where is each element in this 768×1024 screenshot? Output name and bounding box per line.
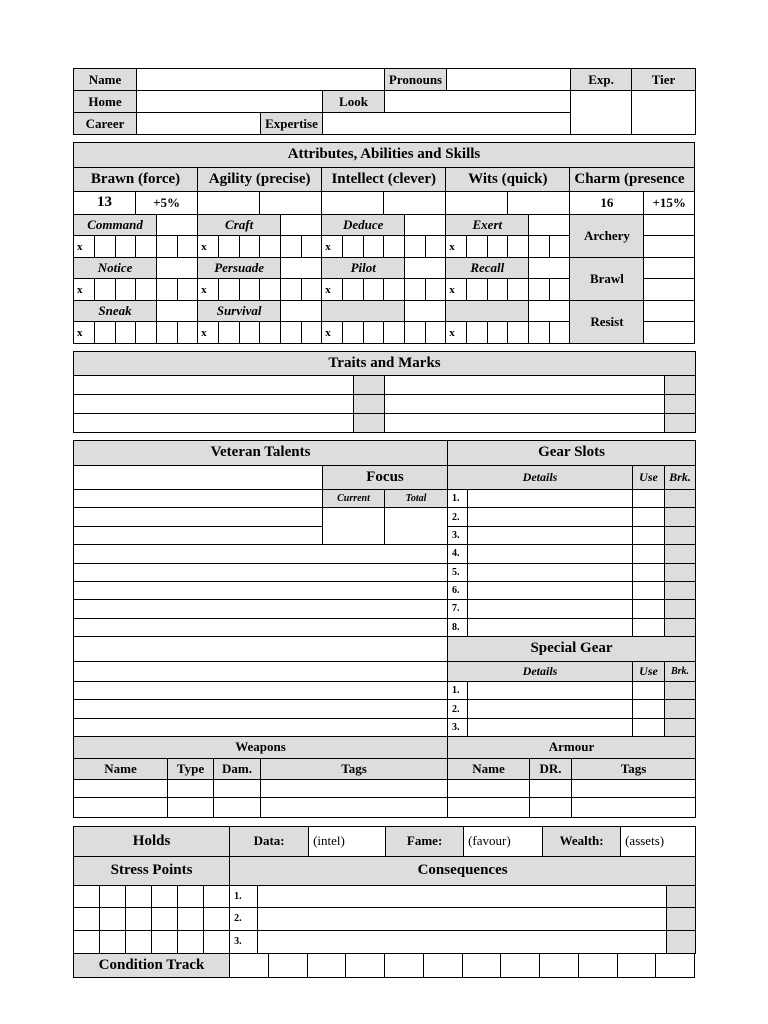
gear-slot-number: 2. (448, 508, 468, 526)
skill-box[interactable] (95, 236, 116, 258)
skill-box[interactable] (550, 279, 570, 301)
gear-slot-details[interactable] (468, 563, 633, 581)
gear-slot-use[interactable] (633, 508, 665, 526)
skill-notice-label: Notice (74, 257, 157, 279)
skill-box[interactable] (302, 236, 322, 258)
weapon-dam-field[interactable] (214, 780, 261, 798)
armour-name-header: Name (448, 758, 530, 779)
traits-section (73, 351, 695, 432)
skill-box[interactable] (116, 279, 136, 301)
gear-slot-details[interactable] (468, 581, 633, 599)
skill-mark[interactable]: x (198, 279, 219, 301)
identity-grid (73, 68, 695, 134)
skill-box[interactable] (426, 322, 446, 344)
skill-brawl-label: Brawl (570, 257, 644, 300)
skill-empty-label (446, 300, 529, 322)
condition-box[interactable] (462, 954, 501, 978)
skill-box[interactable] (281, 279, 302, 301)
special-slot-details[interactable] (468, 700, 633, 718)
gear-slot-details[interactable] (468, 490, 633, 508)
gear-slot-use[interactable] (633, 600, 665, 618)
trait-mark[interactable] (354, 414, 385, 433)
armour-name-field[interactable] (448, 780, 530, 798)
name-field[interactable] (137, 69, 385, 91)
skill-box[interactable] (426, 279, 446, 301)
skill-mark[interactable]: x (322, 279, 343, 301)
gear-slot-details[interactable] (468, 526, 633, 544)
expertise-label: Expertise (261, 113, 323, 135)
gear-slot-brk[interactable] (665, 490, 696, 508)
consequences-title: Consequences (230, 856, 696, 886)
exp-field[interactable] (571, 91, 632, 135)
intellect-value[interactable] (322, 192, 384, 215)
gear-slot-details[interactable] (468, 508, 633, 526)
consequence-field[interactable] (258, 930, 667, 953)
skill-box[interactable] (178, 279, 198, 301)
skill-box[interactable] (529, 322, 550, 344)
weapons-name-header: Name (74, 758, 168, 779)
skill-box[interactable] (384, 236, 405, 258)
focus-title: Focus (323, 465, 448, 490)
stress-box[interactable] (178, 886, 204, 908)
weapons-type-header: Type (168, 758, 214, 779)
skill-pilot-label: Pilot (322, 257, 405, 279)
skill-box[interactable] (219, 322, 240, 344)
skill-box[interactable] (302, 322, 322, 344)
consequence-number: 1. (230, 886, 258, 908)
trait-field[interactable] (385, 414, 665, 433)
stress-box[interactable] (74, 886, 100, 908)
home-field[interactable] (137, 91, 323, 113)
skill-mark[interactable]: x (74, 322, 95, 344)
weapon-type-field[interactable] (168, 798, 214, 818)
skill-resist-value[interactable] (644, 322, 695, 344)
skill-resist-rank[interactable] (644, 300, 695, 322)
armour-dr-header: DR. (530, 758, 572, 779)
skill-box[interactable] (302, 279, 322, 301)
brawn-modifier[interactable]: +5% (136, 192, 198, 215)
intellect-header: Intellect (clever) (322, 167, 446, 192)
talent-field[interactable] (74, 618, 448, 636)
traits-title: Traits and Marks (74, 352, 696, 376)
condition-track-title: Condition Track (74, 954, 230, 978)
special-slot-number: 1. (448, 681, 468, 699)
data-label: Data: (230, 827, 309, 857)
condition-box[interactable] (230, 954, 269, 978)
look-label: Look (323, 91, 385, 113)
armour-tags-field[interactable] (572, 798, 696, 818)
gear-slot-details[interactable] (468, 545, 633, 563)
focus-total-field[interactable] (385, 508, 448, 545)
skill-box[interactable] (116, 236, 136, 258)
skill-box[interactable] (343, 236, 364, 258)
armour-tags-field[interactable] (572, 780, 696, 798)
skill-box[interactable] (95, 322, 116, 344)
consequence-number: 3. (230, 930, 258, 953)
condition-box[interactable] (346, 954, 385, 978)
special-slot-details[interactable] (468, 718, 633, 736)
skill-box[interactable] (467, 279, 488, 301)
agility-header: Agility (precise) (198, 167, 322, 192)
fame-field[interactable]: (favour) (464, 827, 543, 857)
expertise-field[interactable] (323, 113, 571, 135)
gear-slot-brk[interactable] (665, 563, 696, 581)
stress-box[interactable] (178, 930, 204, 953)
talent-field[interactable] (74, 600, 448, 618)
skill-brawl-value[interactable] (644, 279, 695, 301)
weapon-name-field[interactable] (74, 798, 168, 818)
gear-slot-number: 5. (448, 563, 468, 581)
weapons-title: Weapons (74, 737, 448, 758)
skill-box[interactable] (136, 236, 157, 258)
skill-box[interactable] (550, 236, 570, 258)
special-slot-use[interactable] (633, 718, 665, 736)
skill-box[interactable] (157, 279, 178, 301)
skill-box[interactable] (508, 322, 529, 344)
skill-box[interactable] (488, 279, 508, 301)
gear-slot-number: 6. (448, 581, 468, 599)
stress-box[interactable] (126, 886, 152, 908)
skill-craft-label: Craft (198, 214, 281, 236)
skill-box[interactable] (219, 279, 240, 301)
skill-command-label: Command (74, 214, 157, 236)
weapon-tags-field[interactable] (261, 798, 448, 818)
stress-box[interactable] (100, 886, 126, 908)
skill-box[interactable] (488, 236, 508, 258)
talents-gear-section (73, 440, 695, 818)
skill-survival-label: Survival (198, 300, 281, 322)
special-slot-number: 2. (448, 700, 468, 718)
skill-empty-label (322, 300, 405, 322)
tier-field[interactable] (632, 91, 696, 135)
skill-box[interactable] (281, 236, 302, 258)
trait-field[interactable] (385, 376, 665, 395)
talent-field[interactable] (74, 661, 448, 681)
skill-recall-label: Recall (446, 257, 529, 279)
gear-slot-brk[interactable] (665, 618, 696, 636)
condition-box[interactable] (307, 954, 346, 978)
consequence-field[interactable] (258, 886, 667, 908)
condition-box[interactable] (385, 954, 424, 978)
gear-slot-use[interactable] (633, 526, 665, 544)
wealth-field[interactable]: (assets) (621, 827, 696, 857)
armour-name-field[interactable] (448, 798, 530, 818)
gear-slots-title: Gear Slots (448, 441, 696, 466)
wits-header: Wits (quick) (446, 167, 570, 192)
gear-details-header: Details (448, 465, 633, 490)
stress-box[interactable] (204, 886, 230, 908)
skill-craft-rank[interactable] (281, 214, 322, 236)
skill-box[interactable] (343, 279, 364, 301)
weapon-type-field[interactable] (168, 780, 214, 798)
agility-modifier[interactable] (260, 192, 322, 215)
consequence-mark[interactable] (667, 886, 696, 908)
attributes-section (73, 142, 695, 344)
skill-notice-rank[interactable] (157, 257, 198, 279)
skill-box[interactable] (426, 236, 446, 258)
skill-box[interactable] (157, 236, 178, 258)
special-gear-title: Special Gear (448, 637, 696, 662)
skill-mark[interactable]: x (74, 236, 95, 258)
condition-box[interactable] (501, 954, 540, 978)
skill-box[interactable] (467, 236, 488, 258)
trait-mark[interactable] (354, 395, 385, 414)
condition-box[interactable] (268, 954, 307, 978)
skill-box[interactable] (260, 236, 281, 258)
skill-deduce-rank[interactable] (405, 214, 446, 236)
armour-tags-header: Tags (572, 758, 696, 779)
skill-box[interactable] (488, 322, 508, 344)
gear-slot-details[interactable] (468, 618, 633, 636)
armour-dr-field[interactable] (530, 798, 572, 818)
gear-use-header: Use (633, 465, 665, 490)
skill-box[interactable] (550, 322, 570, 344)
trait-field[interactable] (385, 395, 665, 414)
talent-field[interactable] (74, 681, 448, 699)
skill-box[interactable] (281, 322, 302, 344)
stress-box[interactable] (100, 908, 126, 930)
name-label: Name (74, 69, 137, 91)
gear-slot-brk[interactable] (665, 526, 696, 544)
skill-box[interactable] (364, 236, 384, 258)
skill-box[interactable] (508, 236, 529, 258)
stress-box[interactable] (74, 930, 100, 953)
skill-sneak-label: Sneak (74, 300, 157, 322)
weapons-dam-header: Dam. (214, 758, 261, 779)
talent-field[interactable] (74, 563, 448, 581)
skill-archery-rank[interactable] (644, 214, 695, 236)
intellect-modifier[interactable] (384, 192, 446, 215)
skill-persuade-label: Persuade (198, 257, 281, 279)
skill-box[interactable] (467, 322, 488, 344)
talent-field[interactable] (74, 545, 448, 563)
talent-field[interactable] (74, 508, 323, 526)
skill-box[interactable] (364, 279, 384, 301)
skill-box[interactable] (240, 279, 260, 301)
weapon-tags-field[interactable] (261, 780, 448, 798)
brawn-header: Brawn (force) (74, 167, 198, 192)
stress-box[interactable] (178, 908, 204, 930)
pronouns-label: Pronouns (385, 69, 447, 91)
stress-box[interactable] (74, 908, 100, 930)
exp-label: Exp. (571, 69, 632, 91)
special-slot-use[interactable] (633, 700, 665, 718)
consequence-number: 2. (230, 908, 258, 930)
skill-box[interactable] (240, 322, 260, 344)
career-label: Career (74, 113, 137, 135)
skill-box[interactable] (240, 236, 260, 258)
skill-recall-rank[interactable] (529, 257, 570, 279)
trait-field[interactable] (74, 376, 354, 395)
condition-box[interactable] (578, 954, 617, 978)
skill-box[interactable] (136, 279, 157, 301)
talent-field[interactable] (74, 700, 448, 718)
gear-slot-use[interactable] (633, 563, 665, 581)
armour-title: Armour (448, 737, 696, 758)
skill-persuade-rank[interactable] (281, 257, 322, 279)
skill-box[interactable] (178, 236, 198, 258)
talent-field[interactable] (74, 637, 448, 662)
skill-mark[interactable]: x (322, 322, 343, 344)
talent-field[interactable] (74, 581, 448, 599)
charm-value[interactable]: 16 (570, 192, 644, 215)
gear-brk-header: Brk. (665, 465, 696, 490)
gear-slot-use[interactable] (633, 618, 665, 636)
gear-slot-brk[interactable] (665, 581, 696, 599)
talent-field[interactable] (74, 526, 323, 544)
stress-box[interactable] (100, 930, 126, 953)
gear-slot-number: 8. (448, 618, 468, 636)
skill-box[interactable] (384, 279, 405, 301)
trait-field[interactable] (74, 395, 354, 414)
wealth-label: Wealth: (543, 827, 621, 857)
skill-box[interactable] (405, 322, 426, 344)
tier-label: Tier (632, 69, 696, 91)
wits-value[interactable] (446, 192, 508, 215)
gear-slot-use[interactable] (633, 545, 665, 563)
gear-slot-use[interactable] (633, 490, 665, 508)
charm-modifier[interactable]: +15% (644, 192, 695, 215)
skill-mark[interactable]: x (74, 279, 95, 301)
skill-box[interactable] (529, 279, 550, 301)
skill-box[interactable] (260, 279, 281, 301)
skill-box[interactable] (364, 322, 384, 344)
fame-label: Fame: (386, 827, 464, 857)
skill-box[interactable] (219, 236, 240, 258)
trait-mark[interactable] (665, 376, 696, 395)
gear-slot-brk[interactable] (665, 545, 696, 563)
consequence-mark[interactable] (667, 930, 696, 953)
career-field[interactable] (137, 113, 261, 135)
skill-mark[interactable]: x (198, 236, 219, 258)
weapon-dam-field[interactable] (214, 798, 261, 818)
special-use-header: Use (633, 661, 665, 681)
skill-box[interactable] (508, 279, 529, 301)
special-slot-brk[interactable] (665, 700, 696, 718)
attributes-title: Attributes, Abilities and Skills (74, 143, 695, 168)
holds-section (73, 826, 695, 973)
pronouns-field[interactable] (447, 69, 571, 91)
focus-total-label: Total (385, 490, 448, 508)
stress-box[interactable] (126, 908, 152, 930)
weapon-name-field[interactable] (74, 780, 168, 798)
gear-slot-number: 1. (448, 490, 468, 508)
condition-box[interactable] (656, 954, 695, 978)
condition-box[interactable] (423, 954, 462, 978)
look-field[interactable] (385, 91, 571, 113)
stress-box[interactable] (204, 930, 230, 953)
special-details-header: Details (448, 661, 633, 681)
skill-archery-label: Archery (570, 214, 644, 257)
gear-slot-use[interactable] (633, 581, 665, 599)
skill-box[interactable] (178, 322, 198, 344)
gear-slot-number: 4. (448, 545, 468, 563)
skill-sneak-rank[interactable] (157, 300, 198, 322)
talent-field[interactable] (74, 718, 448, 736)
wits-modifier[interactable] (508, 192, 570, 215)
skill-exert-label: Exert (446, 214, 529, 236)
trait-mark[interactable] (665, 395, 696, 414)
brawn-value[interactable]: 13 (74, 192, 136, 215)
skill-box[interactable] (136, 322, 157, 344)
talent-field[interactable] (74, 465, 323, 490)
skill-empty-rank[interactable] (529, 300, 570, 322)
skill-box[interactable] (116, 322, 136, 344)
gear-slot-brk[interactable] (665, 600, 696, 618)
trait-mark[interactable] (354, 376, 385, 395)
special-slot-details[interactable] (468, 681, 633, 699)
skill-mark[interactable]: x (446, 236, 467, 258)
skill-box[interactable] (343, 322, 364, 344)
special-slot-use[interactable] (633, 681, 665, 699)
charm-header: Charm (presence (570, 167, 695, 192)
skill-mark[interactable]: x (322, 236, 343, 258)
holds-title: Holds (74, 827, 230, 857)
skill-survival-rank[interactable] (281, 300, 322, 322)
consequence-field[interactable] (258, 908, 667, 930)
skill-box[interactable] (384, 322, 405, 344)
home-label: Home (74, 91, 137, 113)
stress-box[interactable] (152, 886, 178, 908)
skill-box[interactable] (95, 279, 116, 301)
condition-box[interactable] (617, 954, 656, 978)
agility-value[interactable] (198, 192, 260, 215)
skill-resist-label: Resist (570, 300, 644, 343)
armour-dr-field[interactable] (530, 780, 572, 798)
trait-mark[interactable] (665, 414, 696, 433)
skill-archery-value[interactable] (644, 236, 695, 258)
stress-box[interactable] (152, 908, 178, 930)
focus-current-field[interactable] (323, 508, 385, 545)
skill-exert-rank[interactable] (529, 214, 570, 236)
special-slot-brk[interactable] (665, 681, 696, 699)
data-field[interactable]: (intel) (309, 827, 386, 857)
skill-deduce-label: Deduce (322, 214, 405, 236)
trait-field[interactable] (74, 414, 354, 433)
skill-empty-rank[interactable] (405, 300, 446, 322)
gear-slot-details[interactable] (468, 600, 633, 618)
veteran-talents-title: Veteran Talents (74, 441, 448, 466)
consequence-mark[interactable] (667, 908, 696, 930)
skill-box[interactable] (405, 236, 426, 258)
skill-brawl-rank[interactable] (644, 257, 695, 279)
skill-pilot-rank[interactable] (405, 257, 446, 279)
skill-mark[interactable]: x (446, 322, 467, 344)
skill-box[interactable] (529, 236, 550, 258)
focus-current-label: Current (323, 490, 385, 508)
weapons-tags-header: Tags (261, 758, 448, 779)
condition-box[interactable] (540, 954, 579, 978)
special-brk-header: Brk. (665, 661, 696, 681)
talent-field[interactable] (74, 490, 323, 508)
skill-mark[interactable]: x (446, 279, 467, 301)
gear-slot-number: 7. (448, 600, 468, 618)
special-slot-number: 3. (448, 718, 468, 736)
stress-points-title: Stress Points (74, 856, 230, 886)
skill-mark[interactable]: x (198, 322, 219, 344)
skill-box[interactable] (157, 322, 178, 344)
skill-command-rank[interactable] (157, 214, 198, 236)
skill-box[interactable] (405, 279, 426, 301)
gear-slot-brk[interactable] (665, 508, 696, 526)
stress-box[interactable] (204, 908, 230, 930)
skill-box[interactable] (260, 322, 281, 344)
stress-box[interactable] (126, 930, 152, 953)
gear-slot-number: 3. (448, 526, 468, 544)
special-slot-brk[interactable] (665, 718, 696, 736)
stress-box[interactable] (152, 930, 178, 953)
